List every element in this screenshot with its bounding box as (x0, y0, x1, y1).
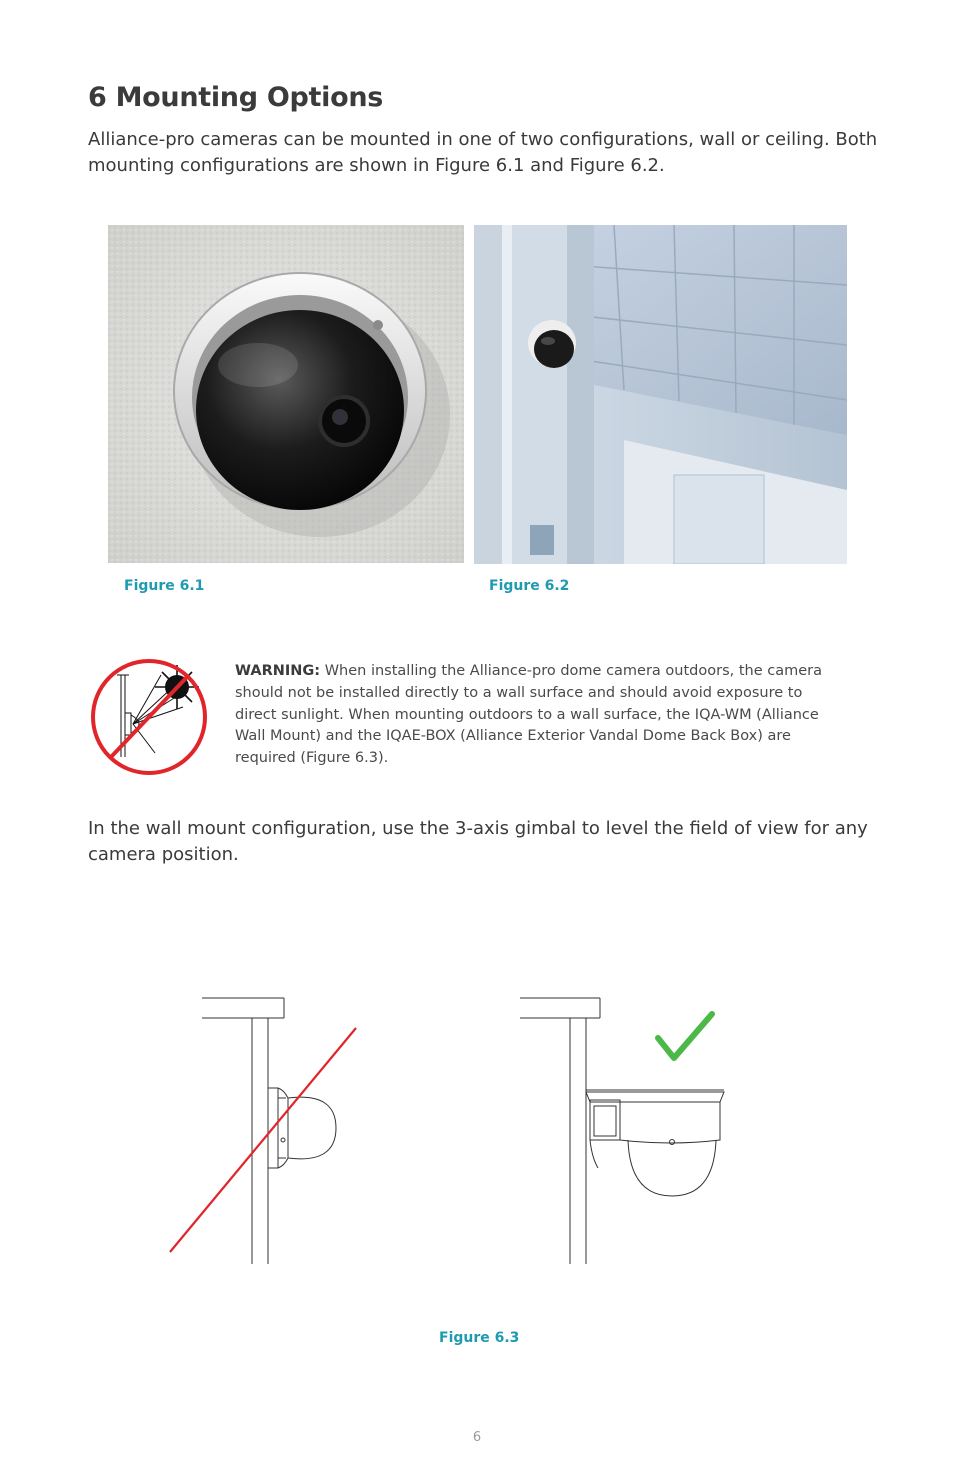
incorrect-cross-line (170, 1028, 356, 1252)
warning-notice (235, 661, 845, 770)
intro-paragraph: Alliance-pro cameras can be mounted in one of two configurations, wall or ceiling. Both mounting configurations are shown in Figure 6.1 and Figure 6.2. (88, 129, 878, 176)
warning-label: WARNING: (235, 663, 321, 679)
correct-check-icon (658, 1014, 712, 1058)
warning-text: When installing the Alliance-pro dome camera outdoors, the camera should not be installed directly to a wall surface and should avoid exposure to direct sunlight. When mounting outdoors to a wall surface, the IQA-WM (Alliance Wall Mount) and the IQAE-BOX (Alliance Exterior Vandal Dome Back Box) are required (Figure 6.3). (235, 663, 823, 767)
page-title: 6 Mounting Options (88, 82, 384, 113)
figure-6-1-caption: Figure 6.1 (124, 578, 205, 594)
figure-6-3-caption: Figure 6.3 (439, 1330, 520, 1346)
no-sunlight-wall-mount-icon (87, 657, 211, 777)
incorrect-wall-mount-drawing (202, 998, 336, 1264)
figure-6-2-photo (474, 225, 847, 564)
page-number: 6 (472, 1430, 482, 1445)
wall-mount-paragraph: In the wall mount configuration, use the 3-axis gimbal to level the field of view for any camera position. (88, 818, 868, 865)
figure-6-1-photo (108, 225, 464, 563)
figure-6-2-caption: Figure 6.2 (489, 578, 570, 594)
figure-6-3-diagram (160, 990, 760, 1270)
